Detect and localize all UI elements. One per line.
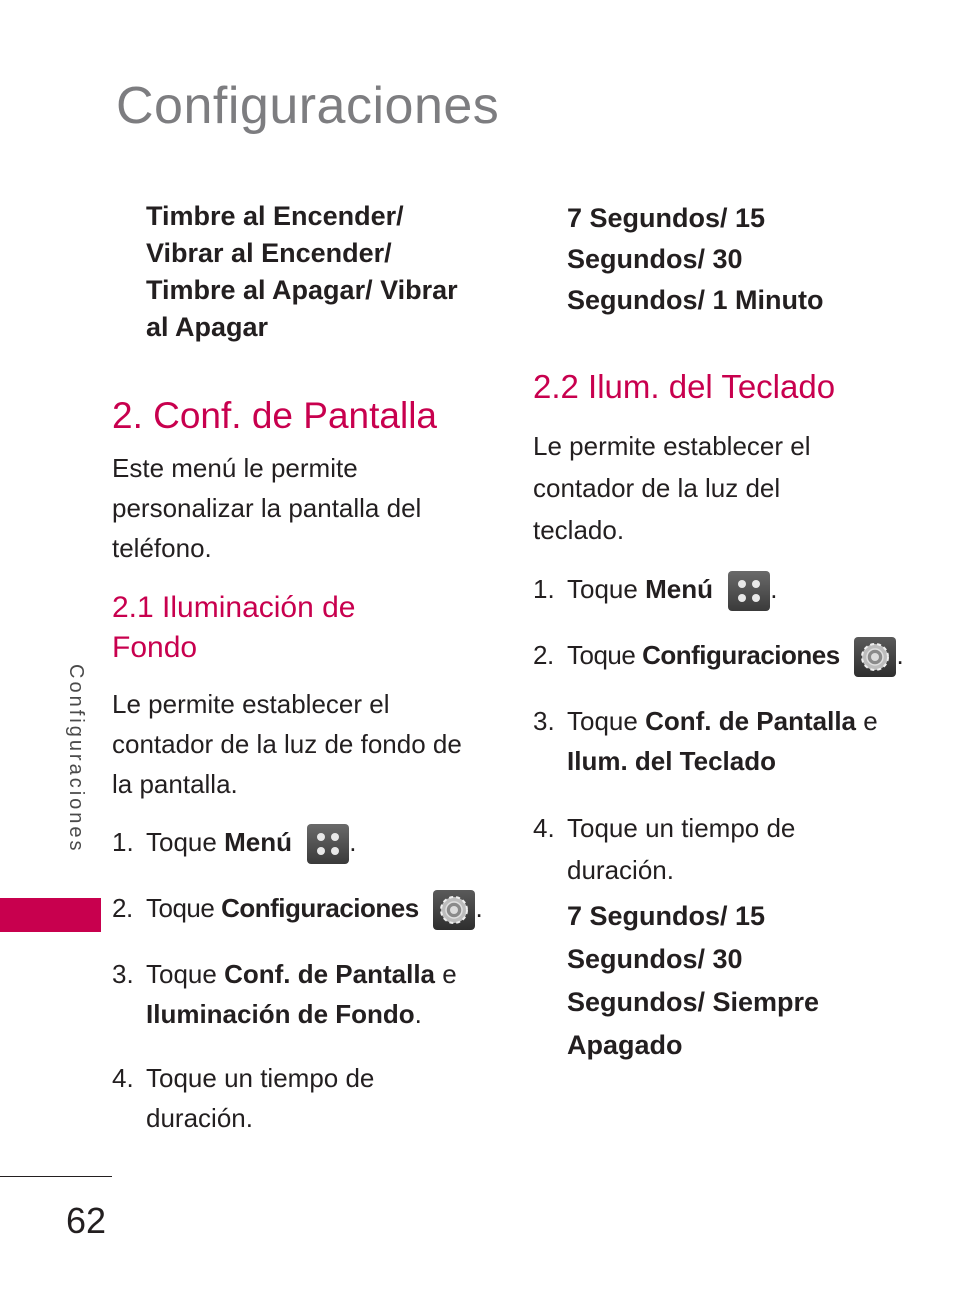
settings-label: Configuraciones (642, 640, 840, 671)
menu-grid-icon (728, 571, 770, 611)
step-text: Toque (567, 706, 646, 737)
step-text: Toque (567, 640, 643, 671)
right-column (533, 198, 933, 1067)
step-number: 2. (112, 893, 133, 924)
step-number: 3. (533, 706, 555, 737)
step-3 (112, 954, 506, 1034)
duration-options-backlight: 7 Segundos/ 15 Segundos/ 30 Segundos/ 1 Minuto (567, 203, 824, 315)
step-number: 1. (533, 574, 555, 604)
step-1 (112, 822, 492, 864)
ring-options: Timbre al Encender/ Vibrar al Encender/ Timbre al Apagar/ Vibrar al Apagar (146, 201, 458, 342)
step-text: Toque (146, 827, 225, 857)
step-4 (533, 807, 887, 891)
keypad-light-label: Ilum. del Teclado (567, 746, 777, 777)
subsection-intro-backlight: Le permite establecer el contador de la luz de fondo de la pantalla. (112, 689, 462, 799)
backlight-label: Iluminación de Fondo (146, 999, 415, 1030)
step-number: 1. (112, 827, 134, 857)
footer-divider (0, 1176, 112, 1177)
page-title: Configuraciones (116, 77, 500, 135)
step-2 (533, 635, 933, 677)
step-3 (533, 701, 937, 781)
step-number: 3. (112, 959, 134, 990)
subsection-title-keypad: 2.2 Ilum. del Teclado (533, 368, 836, 405)
step-number: 4. (112, 1063, 134, 1094)
display-settings-label: Conf. de Pantalla (645, 706, 856, 737)
step-end: . (896, 640, 904, 671)
step-end: . (414, 999, 422, 1030)
step-number: 4. (533, 813, 555, 844)
step-text: Toque un tiempo de duración. (146, 1063, 375, 1134)
step-number: 2. (533, 640, 554, 671)
sidebar-section-label: Configuraciones (65, 664, 87, 854)
step-text: Toque (146, 959, 225, 990)
section-title: 2. Conf. de Pantalla (112, 395, 437, 436)
menu-label: Menú (645, 574, 713, 604)
step-text: Toque un tiempo de duración. (567, 813, 796, 886)
subsection-title-backlight: 2.1 Iluminación de Fondo (112, 591, 356, 664)
step-2 (112, 888, 492, 930)
step-end: . (770, 574, 778, 604)
section-intro: Este menú le permite personalizar la pantalla del teléfono. (112, 453, 422, 563)
sidebar-tab-marker (0, 898, 101, 932)
settings-gear-icon (854, 637, 896, 677)
display-settings-label: Conf. de Pantalla (224, 959, 435, 990)
step-conj: e (435, 959, 457, 990)
step-4 (112, 1058, 466, 1138)
step-text: Toque (567, 574, 646, 604)
page-number: 62 (66, 1200, 107, 1241)
menu-label: Menú (224, 827, 292, 857)
step-text: Toque (146, 893, 222, 924)
duration-options-keypad: 7 Segundos/ 15 Segundos/ 30 Segundos/ Siempre Apagado (567, 901, 820, 1061)
step-conj: e (856, 706, 878, 737)
settings-label: Configuraciones (221, 893, 419, 924)
step-1 (533, 569, 933, 611)
menu-grid-icon (307, 824, 349, 864)
step-end: . (349, 827, 357, 857)
settings-gear-icon (433, 890, 475, 930)
step-end: . (475, 893, 483, 924)
left-column (112, 198, 492, 1138)
subsection-intro-keypad: Le permite establecer el contador de la luz del teclado. (533, 431, 811, 545)
